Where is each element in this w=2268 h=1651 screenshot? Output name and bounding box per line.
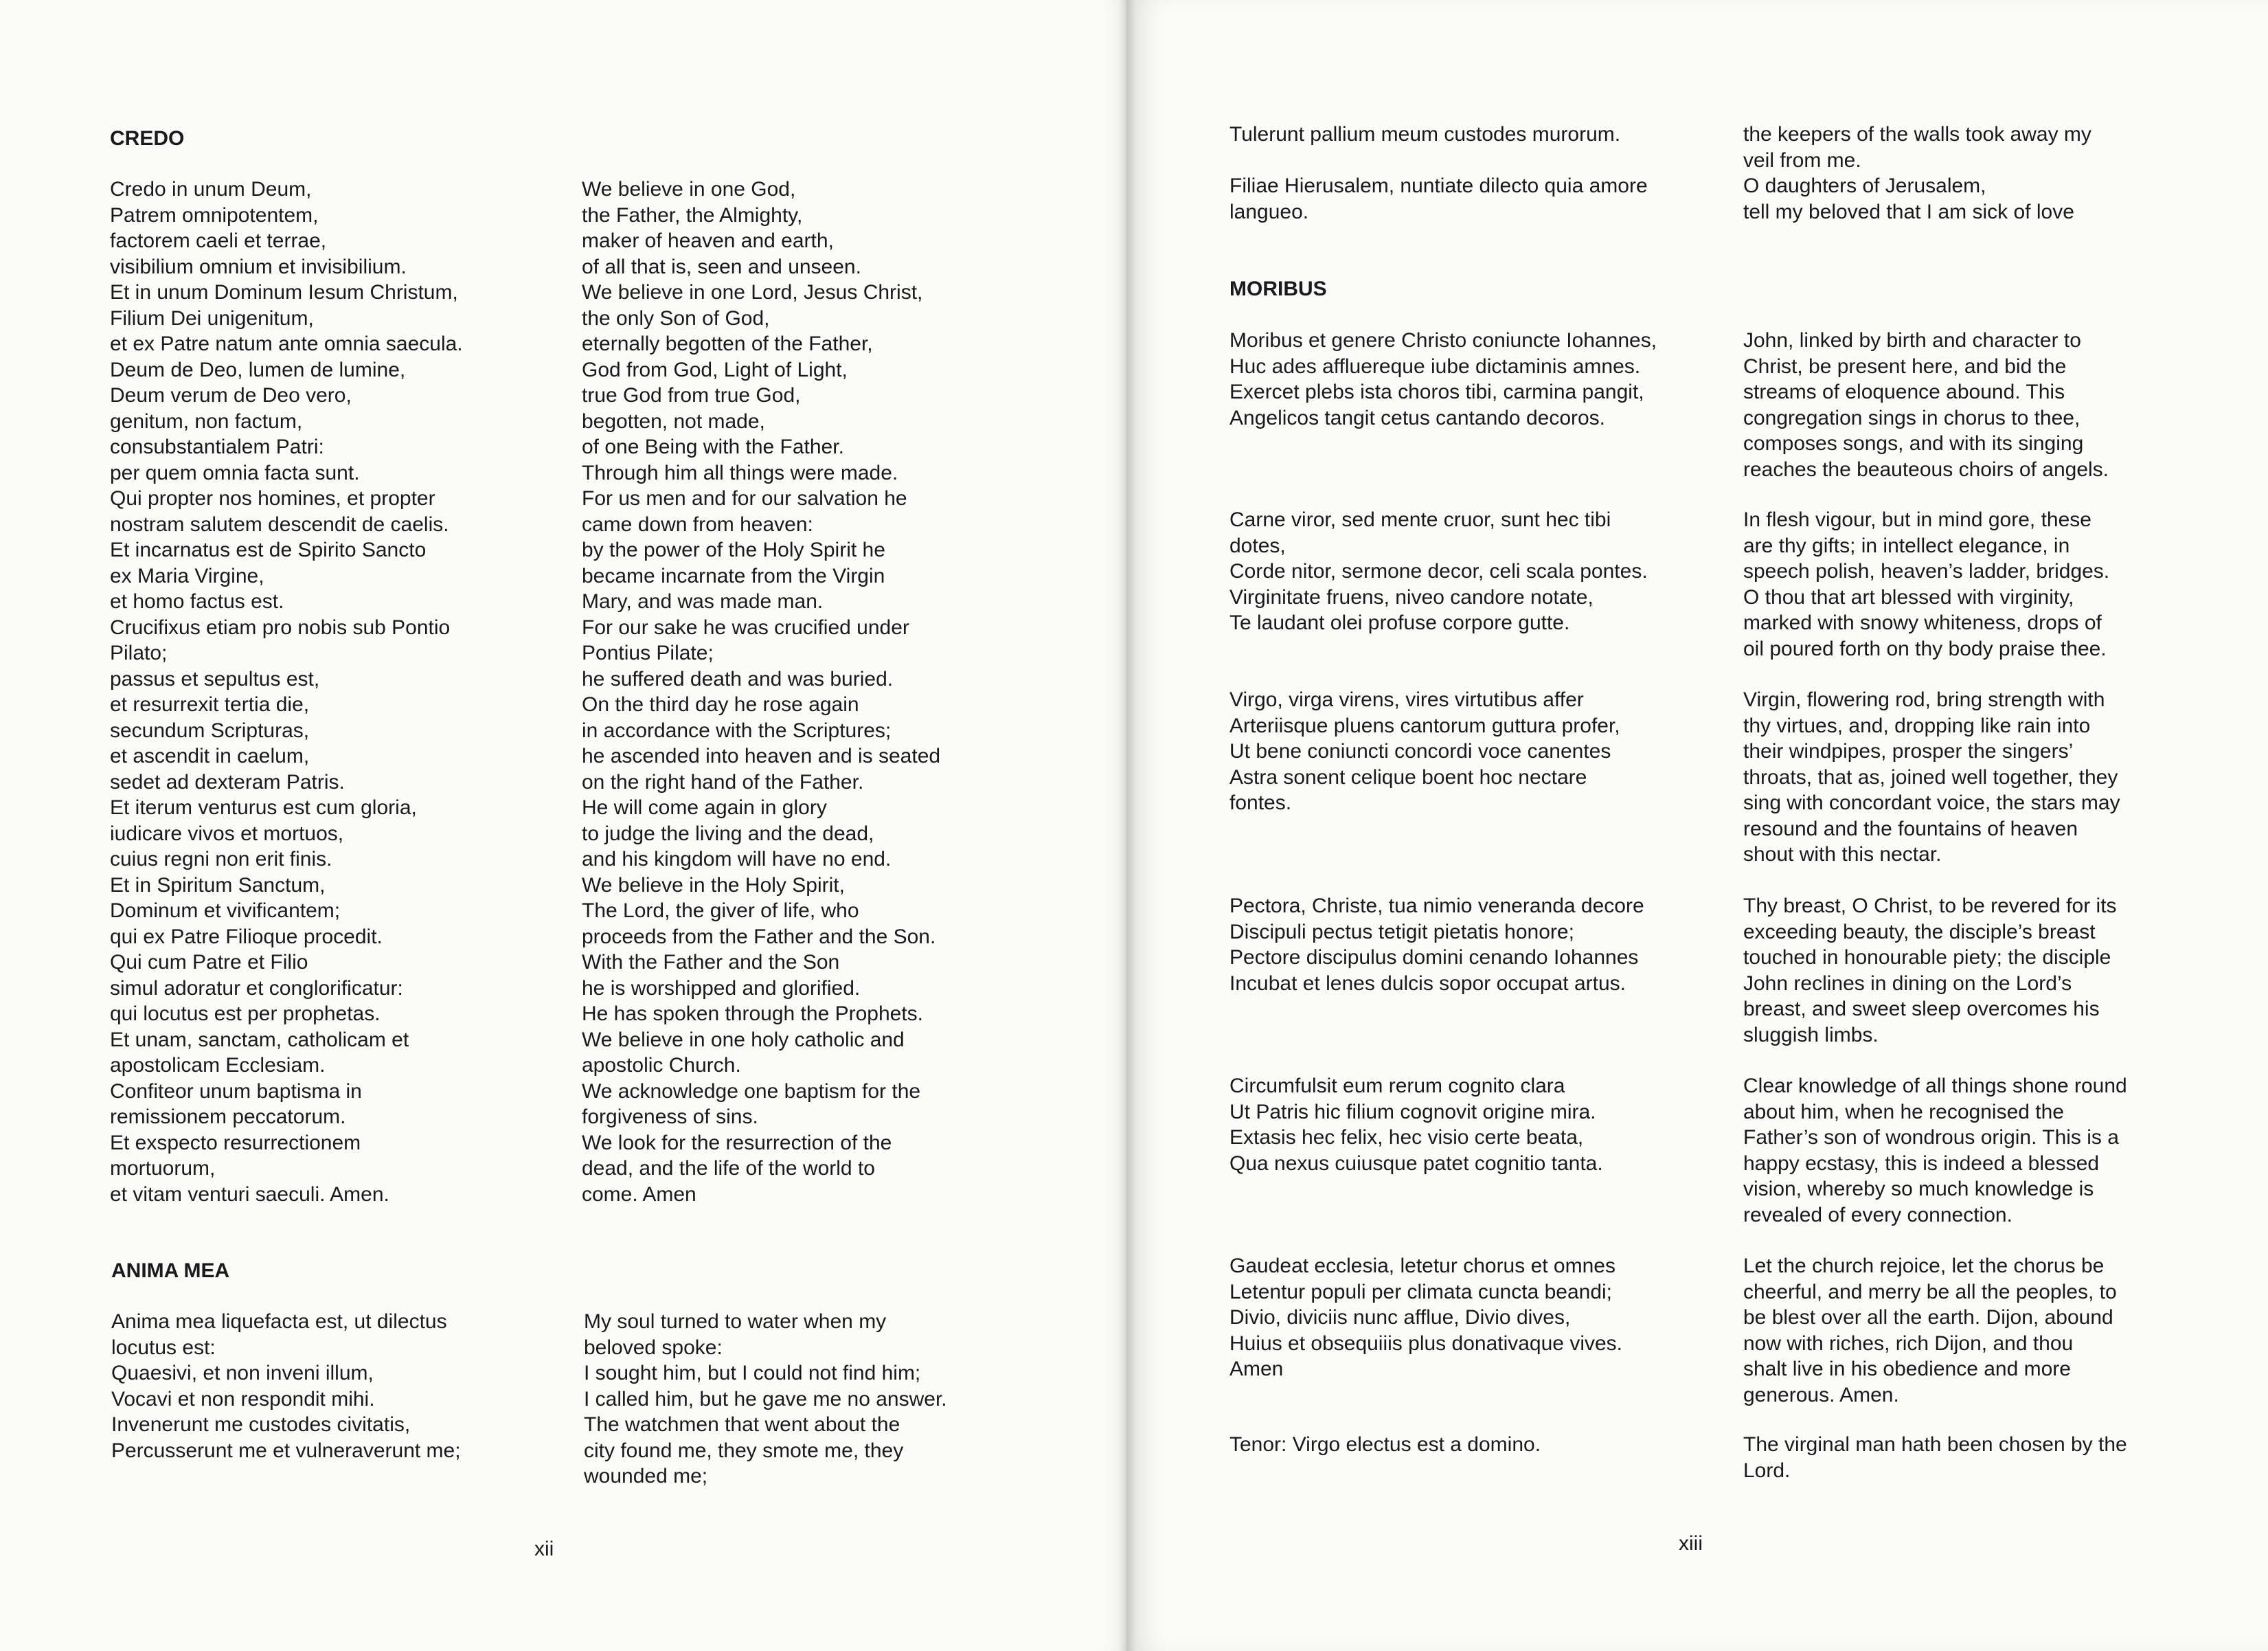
text-line: the keepers of the walls took away my	[1743, 123, 2091, 146]
text-line: on the right hand of the Father.	[582, 770, 864, 794]
text-line: In flesh vigour, but in mind gore, these	[1743, 508, 2091, 531]
text-line: et homo factus est.	[110, 590, 284, 613]
text-line: Et incarnatus est de Spirito Sancto	[110, 539, 427, 561]
text-line: Virgo, virga virens, vires virtutibus affer	[1229, 688, 1584, 711]
text-line: Te laudant olei profuse corpore gutte.	[1229, 611, 1570, 634]
text-line: Virgin, flowering rod, bring strength with	[1743, 688, 2105, 711]
text-line: Et in unum Dominum Iesum Christum,	[110, 281, 458, 304]
text-line: are thy gifts; in intellect elegance, in	[1743, 534, 2070, 557]
text-line: ex Maria Virgine,	[110, 564, 264, 587]
text-line: resound and the fountains of heaven	[1743, 817, 2078, 840]
text-line: Amen	[1229, 1358, 1284, 1380]
text-line: cuius regni non erit finis.	[110, 848, 332, 871]
text-line: I sought him, but I could not find him;	[584, 1362, 921, 1384]
text-line: He will come again in glory	[582, 796, 827, 819]
text-line: visibilium omnium et invisibilium.	[110, 255, 407, 278]
text-line: Pontius Pilate;	[582, 642, 714, 664]
text-line: My soul turned to water when my	[584, 1310, 887, 1333]
moribus-stanza-6-latin	[1229, 1253, 1622, 1382]
text-line: cheerful, and merry be all the peoples, to	[1743, 1280, 2117, 1303]
moribus-stanza-6-english	[1743, 1253, 2117, 1408]
text-line: Vocavi et non respondit mihi.	[111, 1387, 375, 1411]
text-line: eternally begotten of the Father,	[582, 333, 873, 355]
moribus-stanza-5-latin	[1229, 1073, 1603, 1176]
page-number-left: xii	[534, 1538, 554, 1560]
text-line: apostolic Church.	[582, 1054, 741, 1077]
text-line: Virginitate fruens, niveo candore notate,	[1229, 585, 1594, 609]
text-line: O thou that art blessed with virginity,	[1743, 585, 2074, 609]
text-line: genitum, non factum,	[110, 409, 303, 433]
text-line: The Lord, the giver of life, who	[582, 899, 859, 922]
text-line: Astra sonent celique boent hoc nectare	[1229, 765, 1587, 789]
moribus-stanza-2-latin	[1229, 507, 1648, 636]
text-line: Divio, diviciis nunc afflue, Divio dives,	[1229, 1306, 1571, 1329]
text-line: maker of heaven and earth,	[582, 229, 834, 252]
text-line: The watchmen that went about the	[584, 1413, 900, 1436]
text-line: Lord.	[1743, 1459, 1791, 1482]
text-line: et ex Patre natum ante omnia saecula.	[110, 333, 463, 355]
text-line: He has spoken through the Prophets.	[582, 1002, 923, 1025]
text-line: he suffered death and was buried.	[582, 667, 894, 690]
text-line: revealed of every connection.	[1743, 1203, 2012, 1226]
text-line: reaches the beauteous choirs of angels.	[1743, 458, 2109, 481]
text-line: Confiteor unum baptisma in	[110, 1079, 362, 1103]
text-line: Exercet plebs ista choros tibi, carmina pangit,	[1229, 381, 1644, 403]
text-line: Mary, and was made man.	[582, 590, 824, 613]
text-line: fontes.	[1229, 791, 1292, 814]
moribus-stanza-4-latin	[1229, 893, 1644, 996]
text-line: come. Amen	[582, 1182, 696, 1206]
text-line: in accordance with the Scriptures;	[582, 719, 892, 742]
text-line: and his kingdom will have no end.	[582, 848, 892, 871]
text-line: For us men and for our salvation he	[582, 487, 907, 510]
text-line: Huc ades affluereque iube dictaminis amnes.	[1229, 355, 1641, 378]
text-line: iudicare vivos et mortuos,	[110, 822, 344, 845]
text-line: Credo in unum Deum,	[110, 178, 312, 201]
text-line: sluggish limbs.	[1743, 1023, 1879, 1046]
text-line: sing with concordant voice, the stars may	[1743, 791, 2120, 814]
text-line: by the power of the Holy Spirit he	[582, 539, 885, 561]
text-line: became incarnate from the Virgin	[582, 564, 885, 587]
anima-mea-english-text	[584, 1309, 947, 1490]
text-line: city found me, they smote me, they	[584, 1439, 904, 1462]
text-line: apostolicam Ecclesiam.	[110, 1054, 326, 1077]
text-line: Pilato;	[110, 642, 168, 664]
text-line: With the Father and the Son	[582, 951, 840, 974]
text-line: Pectora, Christe, tua nimio veneranda decore	[1229, 895, 1644, 917]
moribus-stanza-3-english	[1743, 687, 2120, 868]
text-line: sedet ad dexteram Patris.	[110, 770, 345, 794]
text-line: Through him all things were made.	[582, 461, 898, 484]
text-line: Angelicos tangit cetus cantando decoros.	[1229, 406, 1606, 429]
text-line: We believe in one holy catholic and	[582, 1028, 905, 1051]
credo-english-text	[582, 177, 940, 1207]
text-line: proceeds from the Father and the Son.	[582, 925, 936, 948]
anima-mea-heading: ANIMA MEA	[111, 1259, 230, 1282]
text-line: Moribus et genere Christo coniuncte Iohannes,	[1229, 329, 1657, 352]
moribus-tenor-latin	[1229, 1432, 1541, 1458]
text-line: Quaesivi, et non inveni illum,	[111, 1362, 374, 1384]
text-line: qui locutus est per prophetas.	[110, 1002, 381, 1025]
text-line: of one Being with the Father.	[582, 436, 844, 458]
text-line: Letentur populi per climata cuncta beandi;	[1229, 1280, 1613, 1303]
text-line: mortuorum,	[110, 1157, 216, 1180]
text-line: begotten, not made,	[582, 409, 765, 433]
text-line: Et in Spiritum Sanctum,	[110, 873, 326, 897]
text-line: The virginal man hath been chosen by the	[1743, 1433, 2127, 1456]
text-line: touched in honourable piety; the disciple	[1743, 946, 2111, 969]
text-line: Et exspecto resurrectionem	[110, 1131, 361, 1154]
text-line: John reclines in dining on the Lord’s	[1743, 971, 2072, 995]
text-line: about him, when he recognised the	[1743, 1100, 2064, 1123]
text-line: Huius et obsequiiis plus donativaque vives.	[1229, 1332, 1623, 1355]
text-line: We believe in the Holy Spirit,	[582, 873, 845, 897]
text-line: be blest over all the earth. Dijon, abound	[1743, 1306, 2113, 1329]
text-line: veil from me.	[1743, 148, 1861, 172]
anima-mea-english-cont	[1743, 122, 2091, 225]
text-line: marked with snowy whiteness, drops of	[1743, 611, 2102, 634]
text-line: Ut bene coniuncti concordi voce canentes	[1229, 740, 1611, 763]
text-line: dead, and the life of the world to	[582, 1157, 875, 1180]
text-line: secundum Scripturas,	[110, 719, 310, 742]
text-line: langueo.	[1229, 200, 1309, 223]
text-line: factorem caeli et terrae,	[110, 229, 327, 252]
text-line: oil poured forth on thy body praise thee.	[1743, 637, 2107, 660]
text-line: et vitam venturi saeculi. Amen.	[110, 1182, 389, 1206]
text-line: locutus est:	[111, 1336, 216, 1359]
text-line: generous. Amen.	[1743, 1383, 1899, 1406]
moribus-stanza-1-english	[1743, 328, 2109, 482]
text-line: their windpipes, prosper the singers’	[1743, 740, 2074, 763]
text-line: Anima mea liquefacta est, ut dilectus	[111, 1310, 447, 1333]
text-line: happy ecstasy, this is indeed a blessed	[1743, 1152, 2100, 1175]
text-line: Thy breast, O Christ, to be revered for its	[1743, 895, 2117, 917]
anima-mea-latin-cont-1	[1229, 122, 1620, 148]
text-line: per quem omnia facta sunt.	[110, 461, 360, 484]
credo-heading: CREDO	[110, 127, 185, 150]
moribus-stanza-1-latin	[1229, 328, 1657, 431]
text-line: beloved spoke:	[584, 1336, 723, 1359]
text-line: Crucifixus etiam pro nobis sub Pontio	[110, 616, 451, 639]
text-line: qui ex Patre Filioque procedit.	[110, 925, 383, 948]
text-line: nostram salutem descendit de caelis.	[110, 513, 449, 536]
text-line: Filium Dei unigenitum,	[110, 306, 314, 330]
text-line: Qua nexus cuiusque patet cognitio tanta.	[1229, 1152, 1603, 1175]
text-line: came down from heaven:	[582, 513, 813, 536]
text-line: simul adoratur et conglorificatur:	[110, 976, 403, 1000]
text-line: Extasis hec felix, hec visio certe beata,	[1229, 1126, 1584, 1149]
text-line: We look for the resurrection of the	[582, 1131, 892, 1154]
text-line: consubstantialem Patri:	[110, 436, 324, 458]
anima-mea-latin-text	[111, 1309, 461, 1463]
text-line: Invenerunt me custodes civitatis,	[111, 1413, 411, 1436]
text-line: Dominum et vivificantem;	[110, 899, 341, 922]
text-line: For our sake he was crucified under	[582, 616, 909, 639]
text-line: Incubat et lenes dulcis sopor occupat artus.	[1229, 971, 1626, 995]
text-line: Filiae Hierusalem, nuntiate dilecto quia amore	[1229, 175, 1648, 197]
moribus-stanza-4-english	[1743, 893, 2117, 1048]
text-line: Circumfulsit eum rerum cognito clara	[1229, 1075, 1565, 1097]
text-line: God from God, Light of Light,	[582, 358, 848, 381]
text-line: congregation sings in chorus to thee,	[1743, 406, 2080, 429]
text-line: the Father, the Almighty,	[582, 203, 803, 227]
text-line: Corde nitor, sermone decor, celi scala pontes.	[1229, 560, 1648, 583]
text-line: vision, whereby so much knowledge is	[1743, 1178, 2094, 1200]
text-line: Ut Patris hic filium cognovit origine mira.	[1229, 1100, 1596, 1123]
text-line: speech polish, heaven’s ladder, bridges.	[1743, 560, 2110, 583]
text-line: Et iterum venturus est cum gloria,	[110, 796, 417, 819]
credo-latin-text	[110, 177, 463, 1207]
text-line: composes songs, and with its singing	[1743, 432, 2084, 455]
text-line: true God from true God,	[582, 384, 801, 407]
moribus-heading: MORIBUS	[1229, 278, 1327, 300]
text-line: dotes,	[1229, 534, 1286, 557]
text-line: O daughters of Jerusalem,	[1743, 175, 1986, 197]
anima-mea-latin-cont-2	[1229, 173, 1648, 225]
text-line: thy virtues, and, dropping like rain into	[1743, 714, 2091, 737]
text-line: now with riches, rich Dijon, and thou	[1743, 1332, 2074, 1355]
text-line: wounded me;	[584, 1465, 708, 1487]
text-line: et ascendit in caelum,	[110, 745, 310, 767]
text-line: Gaudeat ecclesia, letetur chorus et omnes	[1229, 1255, 1615, 1277]
text-line: Et unam, sanctam, catholicam et	[110, 1028, 409, 1051]
text-line: remissionem peccatorum.	[110, 1105, 346, 1128]
text-line: Discipuli pectus tetigit pietatis honore;	[1229, 920, 1574, 943]
text-line: et resurrexit tertia die,	[110, 693, 310, 716]
text-line: Let the church rejoice, let the chorus be	[1743, 1255, 2105, 1277]
text-line: forgiveness of sins.	[582, 1105, 758, 1128]
moribus-stanza-5-english	[1743, 1073, 2127, 1228]
text-line: Pectore discipulus domini cenando Iohannes	[1229, 946, 1639, 969]
text-line: I called him, but he gave me no answer.	[584, 1387, 947, 1411]
text-line: Qui cum Patre et Filio	[110, 951, 308, 974]
text-line: of all that is, seen and unseen.	[582, 255, 861, 278]
text-line: We believe in one God,	[582, 178, 796, 201]
text-line: Patrem omnipotentem,	[110, 203, 319, 227]
text-line: streams of eloquence abound. This	[1743, 381, 2065, 403]
text-line: tell my beloved that I am sick of love	[1743, 200, 2074, 223]
text-line: We acknowledge one baptism for the	[582, 1079, 921, 1103]
text-line: Christ, be present here, and bid the	[1743, 355, 2067, 378]
text-line: Carne viror, sed mente cruor, sunt hec tibi	[1229, 508, 1611, 531]
moribus-stanza-2-english	[1743, 507, 2109, 662]
book-gutter	[1118, 0, 1136, 1651]
text-line: breast, and sweet sleep overcomes his	[1743, 998, 2100, 1020]
text-line: Percusserunt me et vulneraverunt me;	[111, 1439, 461, 1462]
text-line: We believe in one Lord, Jesus Christ,	[582, 281, 923, 304]
text-line: throats, that as, joined well together, they	[1743, 765, 2118, 789]
text-line: On the third day he rose again	[582, 693, 859, 716]
text-line: Tulerunt pallium meum custodes murorum.	[1229, 123, 1621, 146]
text-line: he ascended into heaven and is seated	[582, 745, 941, 767]
text-line: to judge the living and the dead,	[582, 822, 874, 845]
text-line: Deum de Deo, lumen de lumine,	[110, 358, 406, 381]
text-line: the only Son of God,	[582, 306, 770, 330]
text-line: exceeding beauty, the disciple’s breast	[1743, 920, 2096, 943]
text-line: Clear knowledge of all things shone round	[1743, 1075, 2127, 1097]
text-line: shalt live in his obedience and more	[1743, 1358, 2071, 1380]
text-line: Qui propter nos homines, et propter	[110, 487, 435, 510]
text-line: shout with this nectar.	[1743, 843, 1942, 866]
text-line: John, linked by birth and character to	[1743, 329, 2081, 352]
text-line: passus et sepultus est,	[110, 667, 320, 690]
moribus-tenor-english	[1743, 1432, 2127, 1483]
page-number-right: xiii	[1679, 1532, 1703, 1555]
text-line: he is worshipped and glorified.	[582, 976, 861, 1000]
moribus-stanza-3-latin	[1229, 687, 1620, 816]
text-line: Deum verum de Deo vero,	[110, 384, 352, 407]
text-line: Tenor: Virgo electus est a domino.	[1229, 1433, 1541, 1456]
text-line: Father’s son of wondrous origin. This is a	[1743, 1126, 2119, 1149]
text-line: Arteriisque pluens cantorum guttura profer,	[1229, 714, 1620, 737]
